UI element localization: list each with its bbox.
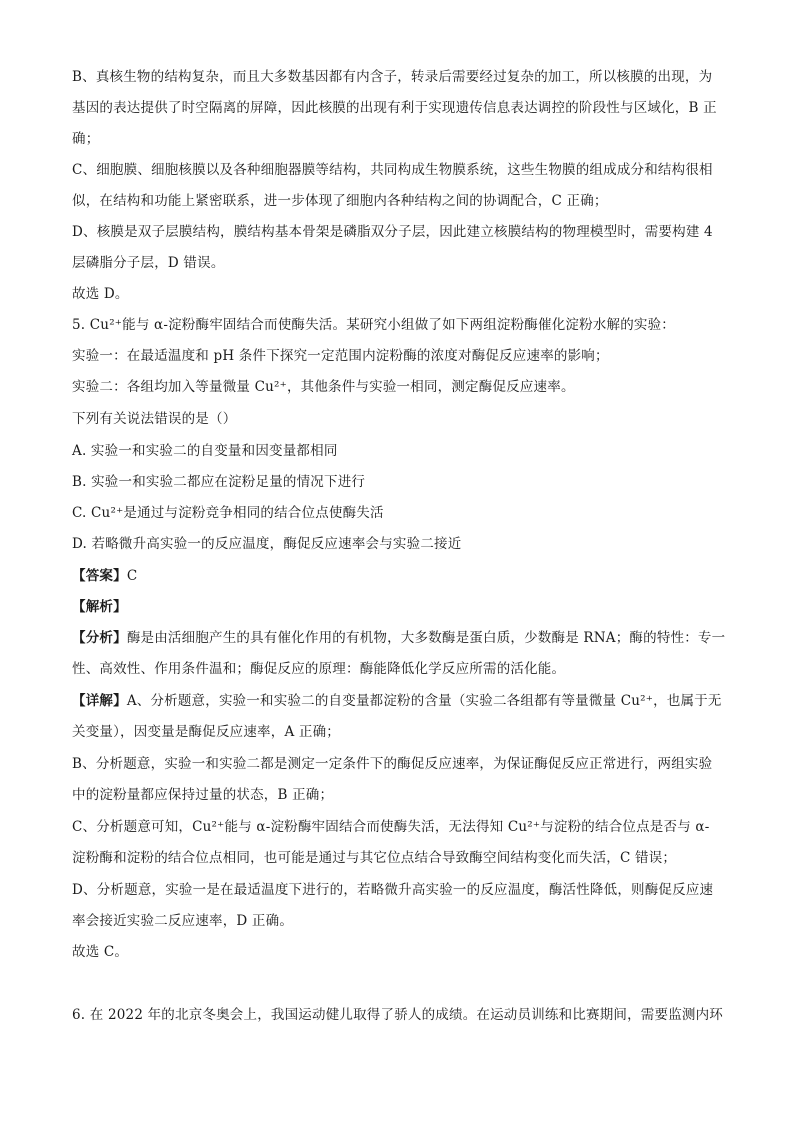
paragraph-line: D、分析题意，实验一是在最适温度下进行的，若略微升高实验一的反应温度，酶活性降低，则酶促反应速 — [72, 882, 714, 898]
detail-line — [72, 686, 726, 717]
fenxi-line — [72, 623, 726, 654]
paragraph-line: 基因的表达提供了时空隔离的屏障，因此核膜的出现有利于实现遗传信息表达调控的阶段性与区域化，B 正 — [72, 100, 717, 116]
analysis-tag — [72, 592, 726, 623]
paragraph-line: 中的淀粉量都应保持过量的状态，B 正确； — [72, 787, 334, 803]
paragraph-line: C、分析题意可知，Cu²⁺能与 α-淀粉酶牢固结合而使酶失活，无法得知 Cu²⁺与淀粉的结合位点是否与 α- — [72, 819, 710, 835]
detail-tag: 【详解】 — [72, 693, 127, 709]
paragraph-line: B、分析题意，实验一和实验二都是测定一定条件下的酶促反应速率，为保证酶促反应正常进行，两组实验 — [72, 756, 713, 772]
paragraph-line: C、细胞膜、细胞核膜以及各种细胞器膜等结构，共同构成生物膜系统，这些生物膜的组成成分和结构很相 — [72, 162, 713, 178]
option-d: D. 若略微升高实验一的反应温度，酶促反应速率会与实验二接近 — [72, 536, 462, 552]
paragraph-line: D、核膜是双子层膜结构，膜结构基本骨架是磷脂双分子层，因此建立核膜结构的物理模型时，需要构建 4 — [72, 224, 713, 240]
question-5-stem: 5. Cu²⁺能与 α-淀粉酶牢固结合而使酶失活。某研究小组做了如下两组淀粉酶催化淀粉水解的实验： — [72, 317, 676, 333]
detail-text: A、分析题意，实验一和实验二的自变量都淀粉的含量（实验二各组都有等量微量 Cu²⁺，也属于无 — [126, 693, 722, 709]
paragraph-line: 似，在结构和功能上紧密联系，进一步体现了细胞内各种结构之间的协调配合，C 正确； — [72, 193, 608, 209]
fenxi-tag: 【分析】 — [72, 630, 127, 646]
experiment-1: 实验一：在最适温度和 pH 条件下探究一定范围内淀粉酶的浓度对酶促反应速率的影响； — [72, 348, 609, 364]
paragraph-line: 关变量），因变量是酶促反应速率，A 正确； — [72, 724, 340, 740]
answer-line — [72, 561, 726, 592]
fenxi-text: 酶是由活细胞产生的具有催化作用的有机物，大多数酶是蛋白质，少数酶是 RNA；酶的特性：专一 — [126, 630, 726, 646]
answer-value: C — [126, 568, 138, 584]
option-c: C. Cu²⁺是通过与淀粉竞争相同的结合位点使酶失活 — [72, 505, 384, 521]
paragraph-line: B、真核生物的结构复杂，而且大多数基因都有内含子，转录后需要经过复杂的加工，所以核膜的出现，为 — [72, 69, 713, 85]
answer-conclusion: 故选 C。 — [72, 944, 129, 960]
option-b: B. 实验一和实验二都应在淀粉足量的情况下进行 — [72, 474, 366, 490]
question-6-stem: 6. 在 2022 年的北京冬奥会上，我国运动健儿取得了骄人的成绩。在运动员训练和比赛期间，需要监测内环 — [72, 1007, 724, 1023]
answer-conclusion: 故选 D。 — [72, 286, 129, 302]
paragraph-line: 率会接近实验二反应速率，D 正确。 — [72, 913, 294, 929]
experiment-2: 实验二：各组均加入等量微量 Cu²⁺，其他条件与实验一相同，测定酶促反应速率。 — [72, 379, 575, 395]
paragraph-line: 性、高效性、作用条件温和；酶促反应的原理：酶能降低化学反应所需的活化能。 — [72, 661, 566, 677]
question-5-ask: 下列有关说法错误的是（） — [72, 411, 237, 427]
answer-tag: 【答案】 — [72, 568, 127, 584]
analysis-label: 【解析】 — [72, 599, 127, 615]
paragraph-line: 淀粉酶和淀粉的结合位点相同，也可能是通过与其它位点结合导致酶空间结构变化而失活，C 错误； — [72, 850, 677, 866]
paragraph-line: 层磷脂分子层，D 错误。 — [72, 255, 225, 271]
paragraph-line: 确； — [72, 131, 100, 147]
option-a: A. 实验一和实验二的自变量和因变量都相同 — [72, 443, 338, 459]
